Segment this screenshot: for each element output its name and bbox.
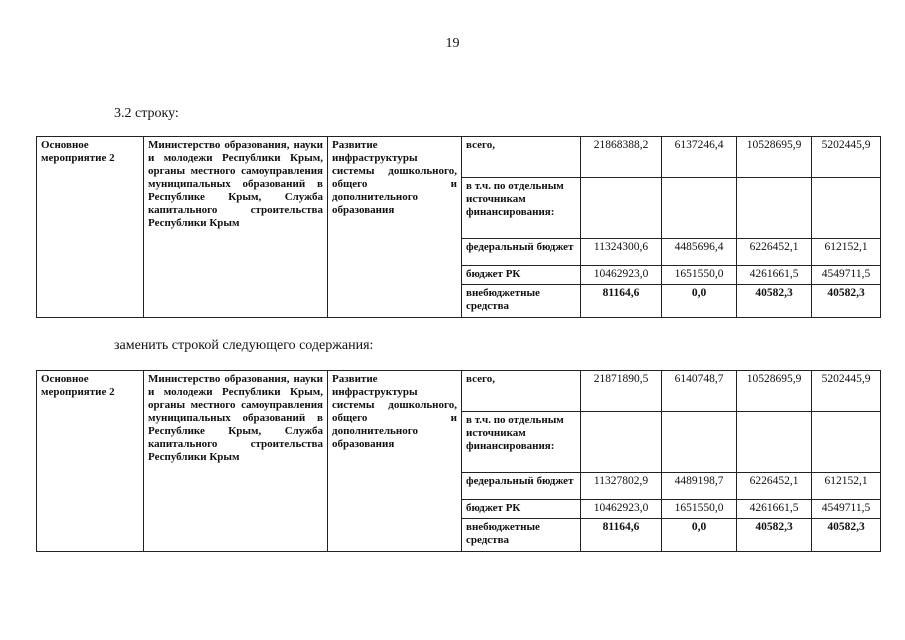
value-cell: 11327802,9 xyxy=(581,473,662,500)
value-cell: 0,0 xyxy=(662,519,737,552)
row-label: всего, xyxy=(462,137,581,178)
value-cell: 6226452,1 xyxy=(737,473,812,500)
value-cell: 21871890,5 xyxy=(581,371,662,412)
value-cell: 10528695,9 xyxy=(737,137,812,178)
direction-cell: Развитие инфраструктуры системы дошкольного, общего и дополнительного образования xyxy=(328,371,462,552)
row-label: в т.ч. по отдельным источникам финансирования: xyxy=(462,412,581,473)
value-cell: 40582,3 xyxy=(812,519,881,552)
table-row xyxy=(37,137,881,178)
replace-text: заменить строкой следующего содержания: xyxy=(114,338,374,353)
value-cell: 4485696,4 xyxy=(662,239,737,266)
value-cell: 10528695,9 xyxy=(737,371,812,412)
value-cell xyxy=(662,178,737,239)
event-cell: Основное мероприятие 2 xyxy=(37,371,144,552)
value-cell: 10462923,0 xyxy=(581,500,662,519)
value-cell xyxy=(812,178,881,239)
page-number: 19 xyxy=(445,36,460,51)
direction-cell: Развитие инфраструктуры системы дошкольного, общего и дополнительного образования xyxy=(328,137,462,318)
value-cell: 1651550,0 xyxy=(662,266,737,285)
value-cell: 4261661,5 xyxy=(737,500,812,519)
program-table-new xyxy=(36,370,881,552)
value-cell: 81164,6 xyxy=(581,285,662,318)
value-cell: 1651550,0 xyxy=(662,500,737,519)
value-cell: 612152,1 xyxy=(812,239,881,266)
value-cell: 81164,6 xyxy=(581,519,662,552)
intro-text: 3.2 строку: xyxy=(114,106,179,121)
row-label: всего, xyxy=(462,371,581,412)
value-cell: 0,0 xyxy=(662,285,737,318)
value-cell: 4489198,7 xyxy=(662,473,737,500)
value-cell: 40582,3 xyxy=(737,519,812,552)
row-label: внебюджетные средства xyxy=(462,285,581,318)
value-cell xyxy=(662,412,737,473)
value-cell xyxy=(737,178,812,239)
value-cell: 4261661,5 xyxy=(737,266,812,285)
row-label: в т.ч. по отдельным источникам финансирования: xyxy=(462,178,581,239)
row-label: федеральный бюджет xyxy=(462,473,581,500)
value-cell: 5202445,9 xyxy=(812,137,881,178)
value-cell xyxy=(737,412,812,473)
value-cell: 6137246,4 xyxy=(662,137,737,178)
value-cell xyxy=(581,412,662,473)
value-cell: 40582,3 xyxy=(737,285,812,318)
row-label: бюджет РК xyxy=(462,500,581,519)
row-label: федеральный бюджет xyxy=(462,239,581,266)
value-cell: 612152,1 xyxy=(812,473,881,500)
row-label: внебюджетные средства xyxy=(462,519,581,552)
value-cell: 21868388,2 xyxy=(581,137,662,178)
value-cell: 10462923,0 xyxy=(581,266,662,285)
value-cell: 40582,3 xyxy=(812,285,881,318)
value-cell xyxy=(581,178,662,239)
event-cell: Основное мероприятие 2 xyxy=(37,137,144,318)
value-cell xyxy=(812,412,881,473)
program-table-old xyxy=(36,136,881,318)
executor-cell: Министерство образования, науки и молодежи Республики Крым, органы местного самоуправления муниципальных образований в Республике Крым, Служба капитального строительства Республики Крым xyxy=(144,137,328,318)
value-cell: 6226452,1 xyxy=(737,239,812,266)
value-cell: 5202445,9 xyxy=(812,371,881,412)
value-cell: 6140748,7 xyxy=(662,371,737,412)
value-cell: 4549711,5 xyxy=(812,266,881,285)
executor-cell: Министерство образования, науки и молодежи Республики Крым, органы местного самоуправления муниципальных образований в Республике Крым, Служба капитального строительства Республики Крым xyxy=(144,371,328,552)
value-cell: 4549711,5 xyxy=(812,500,881,519)
table-row xyxy=(37,371,881,412)
value-cell: 11324300,6 xyxy=(581,239,662,266)
row-label: бюджет РК xyxy=(462,266,581,285)
